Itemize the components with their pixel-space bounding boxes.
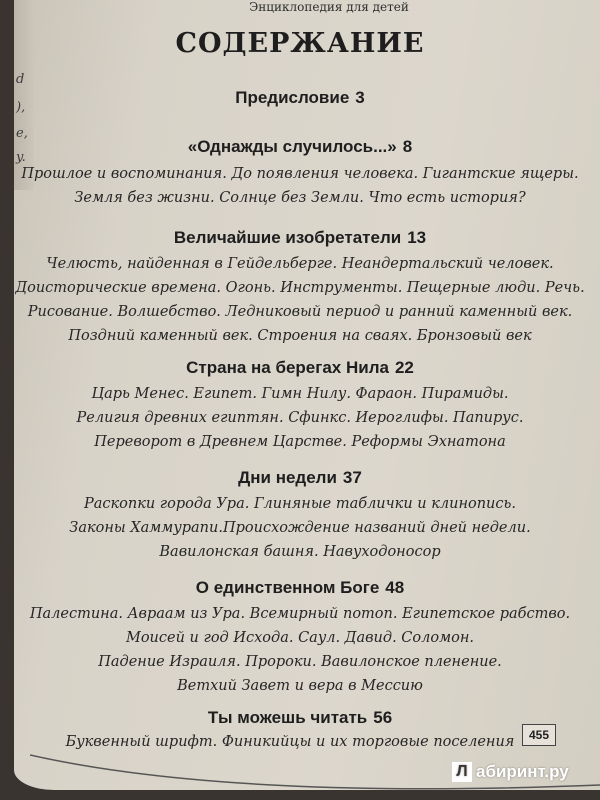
toc-entry-title: Дни недели [238, 468, 337, 487]
left-page-fragment: e, [16, 126, 28, 141]
toc-subline: Земля без жизни. Солнце без Земли. Что есть история? [74, 190, 526, 206]
toc-entry-inventors[interactable] [0, 228, 600, 248]
toc-entry-title: О единственном Боге [195, 578, 380, 597]
toc-entry-page: 37 [342, 468, 362, 487]
toc-entry-title: Ты можешь читать [207, 708, 368, 727]
left-page-fragment: ), [16, 100, 26, 115]
toc-entry-once-upon[interactable] [0, 137, 600, 157]
toc-subline: Царь Менес. Египет. Гимн Нилу. Фараон. Пирамиды. [91, 386, 509, 402]
toc-entry-page: 3 [355, 88, 365, 107]
page-number-box: 455 [522, 724, 556, 746]
toc-entry-nile[interactable] [0, 358, 600, 378]
toc-entry-page: 22 [394, 358, 414, 377]
toc-entry-page: 48 [385, 578, 405, 597]
toc-subline: Поздний каменный век. Строения на сваях. Бронзовый век [68, 328, 532, 344]
book-page [14, 0, 600, 790]
toc-subline: Законы Хаммурапи.Происхождение названий дней недели. [69, 520, 531, 536]
toc-entry-title: Предисловие [235, 88, 350, 107]
toc-entry-title: Страна на берегах Нила [186, 358, 389, 377]
left-page-fragment: y. [16, 150, 26, 165]
toc-subline: Палестина. Авраам из Ура. Всемирный потоп. Египетское рабство. [29, 606, 571, 622]
toc-entry-reading[interactable] [0, 708, 600, 728]
toc-entry-preface[interactable] [0, 88, 600, 108]
toc-subline: Ветхий Завет и вера в Мессию [177, 678, 423, 694]
toc-entry-page: 56 [373, 708, 393, 727]
toc-subline: Падение Израиля. Пророки. Вавилонское пленение. [98, 654, 502, 670]
page-title: СОДЕРЖАНИЕ [175, 28, 425, 59]
toc-subline: Переворот в Древнем Царстве. Реформы Эхнатона [94, 434, 506, 450]
toc-subline: Челюсть, найденная в Гейдельберге. Неандертальский человек. [46, 256, 554, 272]
labirint-watermark [452, 762, 569, 782]
toc-entry-title: «Однажды случилось...» [187, 137, 397, 156]
toc-subline: Прошлое и воспоминания. До появления человека. Гигантские ящеры. [21, 166, 579, 182]
toc-entry-title: Величайшие изобретатели [173, 228, 402, 247]
toc-subline: Доисторические времена. Огонь. Инструменты. Пещерные люди. Речь. [15, 280, 585, 296]
toc-entry-page: 8 [402, 137, 413, 156]
toc-entry-one-god[interactable] [0, 578, 600, 598]
toc-subline: Раскопки города Ура. Глиняные таблички и клинопись. [83, 496, 517, 512]
toc-subline: Моисей и год Исхода. Саул. Давид. Соломон. [125, 630, 474, 646]
toc-subline: Рисование. Волшебство. Ледниковый период и ранний каменный век. [27, 304, 573, 320]
toc-subline: Религия древних египтян. Сфинкс. Иероглифы. Папирус. [76, 410, 524, 426]
left-page-fragment: d [16, 72, 25, 87]
toc-subline: Вавилонская башня. Навуходоносор [159, 544, 441, 560]
running-head: Энциклопедия для детей [249, 0, 409, 14]
toc-subline: Буквенный шрифт. Финикийцы и их торговые поселения [65, 734, 515, 750]
watermark-text: абиринт.ру [476, 762, 569, 781]
toc-entry-weekdays[interactable] [0, 468, 600, 488]
labirint-logo-icon: Л [452, 762, 472, 782]
toc-entry-page: 13 [407, 228, 427, 247]
